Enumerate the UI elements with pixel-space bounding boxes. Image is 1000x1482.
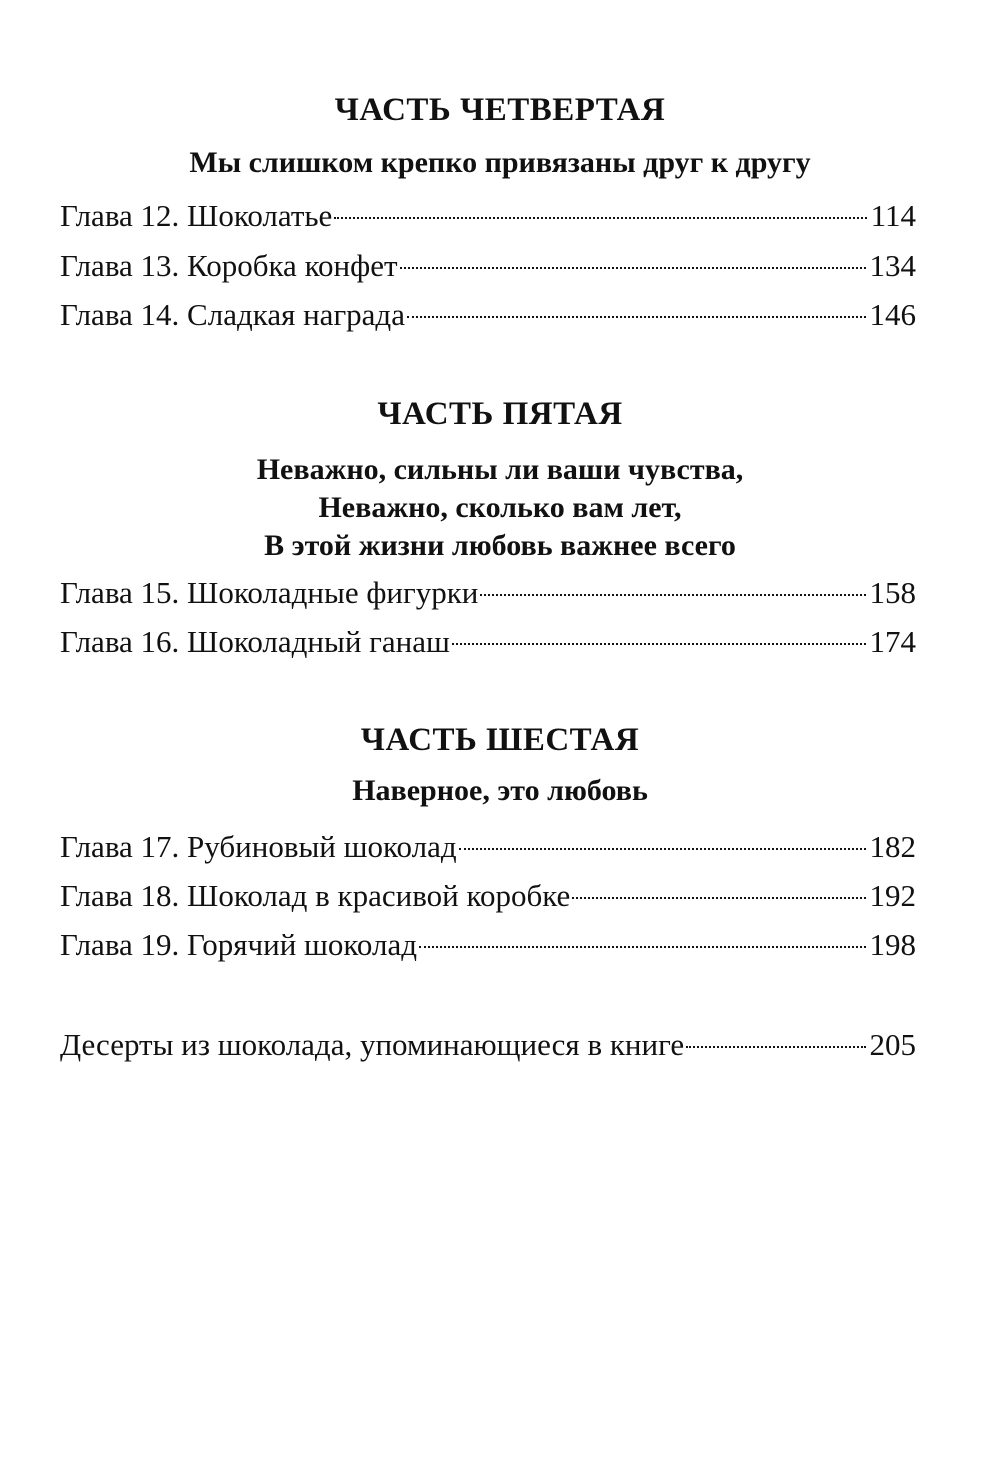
- toc-entry-chapter-19[interactable]: [60, 927, 916, 967]
- toc-entry-chapter-18[interactable]: [60, 878, 916, 918]
- appendix-label: Десерты из шоколада, упоминающиеся в книге: [60, 1027, 685, 1062]
- page-number: 205: [869, 1027, 916, 1062]
- part-four-title: ЧАСТЬ ЧЕТВЕРТАЯ: [334, 92, 666, 128]
- page-number: 146: [869, 297, 916, 332]
- toc-entry-chapter-12[interactable]: [60, 198, 916, 238]
- part-five-subtitle-line-2: Неважно, сколько вам лет,: [318, 491, 682, 524]
- chapter-label: Глава 12. Шоколатье: [60, 198, 333, 233]
- dot-leader: [407, 316, 866, 318]
- chapter-label: Глава 13. Коробка конфет: [60, 248, 398, 283]
- toc-entry-chapter-17[interactable]: [60, 829, 916, 869]
- page-number: 182: [869, 829, 916, 864]
- page-number: 174: [869, 624, 916, 659]
- part-six-title: ЧАСТЬ ШЕСТАЯ: [360, 722, 640, 758]
- part-five-title: ЧАСТЬ ПЯТАЯ: [377, 396, 623, 432]
- page-number: 198: [869, 927, 916, 962]
- dot-leader: [686, 1046, 865, 1048]
- part-six-subtitle: Наверное, это любовь: [352, 774, 648, 807]
- toc-entry-appendix[interactable]: [60, 1027, 916, 1067]
- toc-entry-chapter-15[interactable]: [60, 575, 916, 615]
- part-five-subtitle-line-1: Неважно, сильны ли ваши чувства,: [256, 453, 744, 486]
- toc-entry-chapter-16[interactable]: [60, 624, 916, 664]
- dot-leader: [480, 594, 865, 596]
- dot-leader: [572, 897, 865, 899]
- part-five-subtitle-line-3: В этой жизни любовь важнее всего: [264, 529, 736, 562]
- chapter-label: Глава 15. Шоколадные фигурки: [60, 575, 479, 610]
- toc-entry-chapter-13[interactable]: [60, 248, 916, 288]
- part-four-subtitle: Мы слишком крепко привязаны друг к другу: [189, 146, 811, 179]
- dot-leader: [419, 946, 866, 948]
- page-number: 114: [870, 198, 916, 233]
- chapter-label: Глава 14. Сладкая награда: [60, 297, 405, 332]
- chapter-label: Глава 18. Шоколад в красивой коробке: [60, 878, 571, 913]
- toc-entry-chapter-14[interactable]: [60, 297, 916, 337]
- chapter-label: Глава 16. Шоколадный ганаш: [60, 624, 450, 659]
- chapter-label: Глава 17. Рубиновый шоколад: [60, 829, 457, 864]
- dot-leader: [452, 643, 866, 645]
- dot-leader: [334, 217, 866, 219]
- page-number: 158: [869, 575, 916, 610]
- dot-leader: [400, 267, 866, 269]
- dot-leader: [459, 848, 866, 850]
- chapter-label: Глава 19. Горячий шоколад: [60, 927, 417, 962]
- page-number: 134: [869, 248, 916, 283]
- page-number: 192: [869, 878, 916, 913]
